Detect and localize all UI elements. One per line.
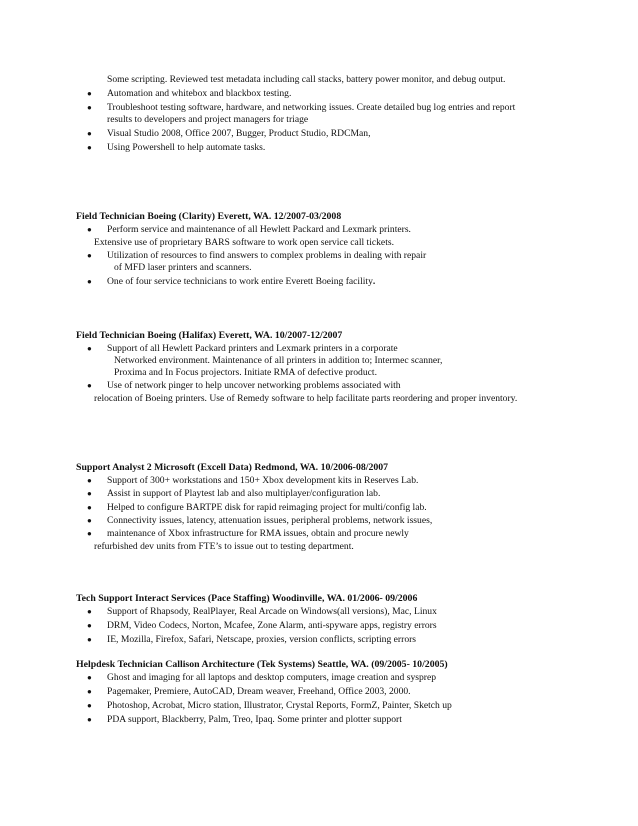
bullet: ● bbox=[87, 251, 92, 260]
job1-bullet-3-period: . bbox=[372, 276, 376, 287]
bullet: ● bbox=[87, 277, 92, 286]
job3-bullet-3: Helped to configure BARTPE disk for rapid reimaging project for multi/config lab. bbox=[107, 502, 427, 513]
bullet: ● bbox=[87, 529, 92, 538]
job5-bullet-1: Ghost and imaging for all laptops and desktop computers, image creation and sysprep bbox=[107, 672, 437, 683]
bullet: ● bbox=[87, 129, 92, 138]
job-title: Field Technician Boeing (Halifax) Everett, WA. 10/2007-12/2007 bbox=[76, 330, 343, 341]
job2-bullet-2: Use of network pinger to help uncover networking problems associated with bbox=[107, 380, 401, 391]
job-title: Field Technician Boeing (Clarity) Everett, WA. 12/2007-03/2008 bbox=[76, 211, 342, 222]
intro-bullet-1: Automation and whitebox and blackbox testing. bbox=[107, 88, 292, 99]
job3-bullet-2: Assist in support of Playtest lab and also multiplayer/configuration lab. bbox=[107, 488, 381, 499]
job1-bullet-2-cont: of MFD laser printers and scanners. bbox=[114, 262, 252, 273]
job2-bullet-1: Support of all Hewlett Packard printers and Lexmark printers in a corporate bbox=[107, 343, 398, 354]
bullet: ● bbox=[87, 701, 92, 710]
bullet: ● bbox=[87, 687, 92, 696]
bullet: ● bbox=[87, 143, 92, 152]
job5-bullet-2: Pagemaker, Premiere, AutoCAD, Dream weaver, Freehand, Office 2003, 2000. bbox=[107, 686, 411, 697]
intro-continuation: Some scripting. Reviewed test metadata including call stacks, battery power monitor, and debug output. bbox=[107, 74, 506, 85]
bullet: ● bbox=[87, 516, 92, 525]
bullet: ● bbox=[87, 89, 92, 98]
bullet: ● bbox=[87, 607, 92, 616]
intro-bullet-3: Visual Studio 2008, Office 2007, Bugger, Product Studio, RDCMan, bbox=[107, 128, 371, 139]
bullet: ● bbox=[87, 225, 92, 234]
intro-bullet-2-cont: results to developers and project managers for triage bbox=[107, 114, 309, 125]
job3-bullet-4: Connectivity issues, latency, attenuation issues, peripheral problems, network issues, bbox=[107, 515, 433, 526]
job-title: Support Analyst 2 Microsoft (Excell Data) Redmond, WA. 10/2006-08/2007 bbox=[76, 462, 389, 473]
job4-bullet-2: DRM, Video Codecs, Norton, Mcafee, Zone Alarm, anti-spyware apps, registry errors bbox=[107, 620, 437, 631]
job3-bullet-5: maintenance of Xbox infrastructure for RMA issues, obtain and procure newly bbox=[107, 528, 409, 539]
job5-bullet-4: PDA support, Blackberry, Palm, Treo, Ipaq. Some printer and plotter support bbox=[107, 714, 402, 725]
job1-bullet-3 bbox=[107, 276, 375, 288]
bullet: ● bbox=[87, 715, 92, 724]
bullet: ● bbox=[87, 476, 92, 485]
bullet: ● bbox=[87, 489, 92, 498]
bullet: ● bbox=[87, 503, 92, 512]
job2-bullet-2-cont: relocation of Boeing printers. Use of Remedy software to help facilitate parts reordering and proper inventory. bbox=[94, 393, 518, 404]
job2-bullet-1-cont: Networked environment. Maintenance of all printers in addition to; Intermec scanner, bbox=[114, 355, 443, 366]
job3-bullet-5-cont: refurbished dev units from FTE’s to issue out to testing department. bbox=[94, 541, 354, 552]
bullet: ● bbox=[87, 621, 92, 630]
intro-bullet-4: Using Powershell to help automate tasks. bbox=[107, 142, 266, 153]
job4-bullet-3: IE, Mozilla, Firefox, Safari, Netscape, proxies, version conflicts, scripting errors bbox=[107, 634, 417, 645]
job1-bullet-2: Utilization of resources to find answers to complex problems in dealing with repair bbox=[107, 250, 427, 261]
job2-bullet-1-cont: Proxima and In Focus projectors. Initiate RMA of defective product. bbox=[114, 367, 377, 378]
job-title: Tech Support Interact Services (Pace Staffing) Woodinville, WA. 01/2006- 09/2006 bbox=[76, 593, 418, 604]
bullet: ● bbox=[87, 635, 92, 644]
bullet: ● bbox=[87, 344, 92, 353]
intro-bullet-2: Troubleshoot testing software, hardware, and networking issues. Create detailed bug log entries and report bbox=[107, 102, 516, 113]
job4-bullet-1: Support of Rhapsody, RealPlayer, Real Arcade on Windows(all versions), Mac, Linux bbox=[107, 606, 437, 617]
bullet: ● bbox=[87, 673, 92, 682]
job-title: Helpdesk Technician Callison Architecture (Tek Systems) Seattle, WA. (09/2005- 10/2005) bbox=[76, 659, 448, 670]
job5-bullet-3: Photoshop, Acrobat, Micro station, Illustrator, Crystal Reports, FormZ, Painter, Sketch up bbox=[107, 700, 452, 711]
job3-bullet-1: Support of 300+ workstations and 150+ Xbox development kits in Reserves Lab. bbox=[107, 475, 419, 486]
bullet: ● bbox=[87, 381, 92, 390]
job1-note: Extensive use of proprietary BARS software to work open service call tickets. bbox=[94, 237, 394, 248]
bullet: ● bbox=[87, 103, 92, 112]
job1-bullet-3-text: One of four service technicians to work entire Everett Boeing facility bbox=[107, 276, 373, 287]
job1-bullet-1: Perform service and maintenance of all Hewlett Packard and Lexmark printers. bbox=[107, 224, 411, 235]
